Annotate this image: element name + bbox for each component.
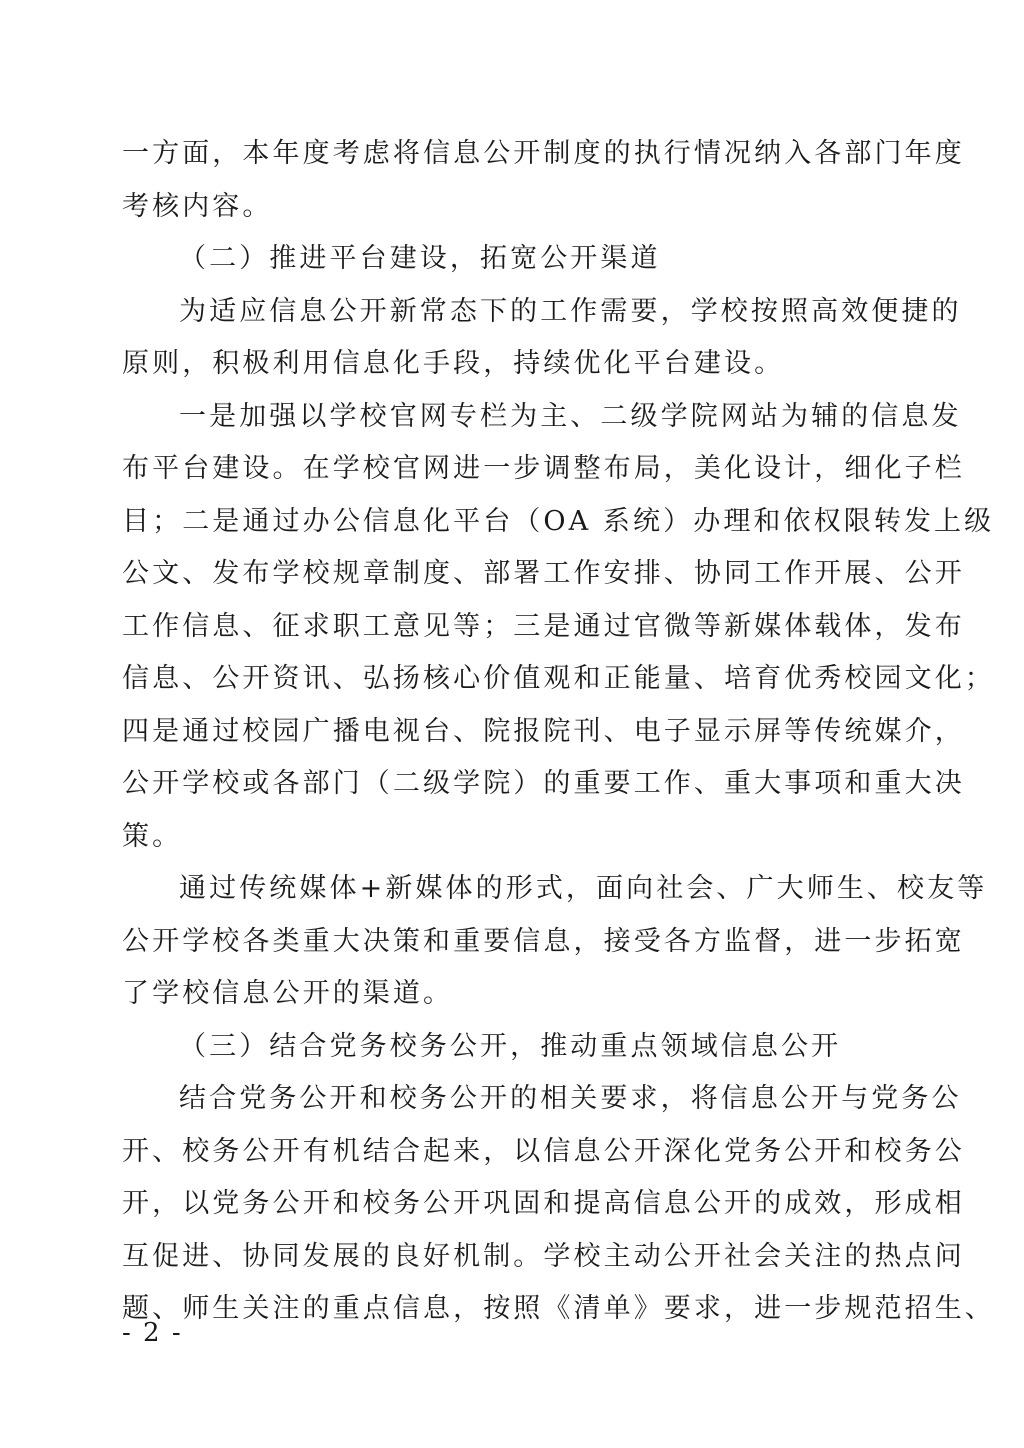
paragraph-line: 信息、公开资讯、弘扬核心价值观和正能量、培育优秀校园文化； bbox=[122, 663, 995, 694]
section-heading: （三）结合党务校务公开，推动重点领域信息公开 bbox=[179, 1030, 842, 1062]
paragraph-line: 了学校信息公开的渠道。 bbox=[122, 978, 454, 1009]
paragraph-line: 题、师生关注的重点信息，按照《清单》要求，进一步规范招生、 bbox=[122, 1293, 995, 1324]
paragraph-line: 结合党务公开和校务公开的相关要求，将信息公开与党务公 bbox=[179, 1083, 962, 1114]
paragraph-line: 互促进、协同发展的良好机制。学校主动公开社会关注的热点问 bbox=[122, 1240, 965, 1272]
paragraph-line: 一是加强以学校官网专栏为主、二级学院网站为辅的信息发 bbox=[179, 400, 962, 432]
paragraph-line: 公文、发布学校规章制度、部署工作安排、协同工作开展、公开 bbox=[122, 558, 965, 589]
section-heading: （二）推进平台建设，拓宽公开渠道 bbox=[179, 243, 661, 274]
paragraph-line: 布平台建设。在学校官网进一步调整布局，美化设计，细化子栏 bbox=[122, 453, 965, 484]
paragraph-line: 公开学校或各部门（二级学院）的重要工作、重大事项和重大决 bbox=[122, 768, 965, 799]
paragraph-line: 工作信息、征求职工意见等；三是通过官微等新媒体载体，发布 bbox=[122, 610, 965, 642]
paragraph-line: 公开学校各类重大决策和重要信息，接受各方监督，进一步拓宽 bbox=[122, 925, 965, 957]
paragraph-line: 目；二是通过办公信息化平台（OA 系统）办理和依权限转发上级 bbox=[122, 505, 995, 537]
paragraph-line: 四是通过校园广播电视台、院报院刊、电子显示屏等传统媒介， bbox=[122, 715, 965, 747]
paragraph-line: 开、校务公开有机结合起来，以信息公开深化党务公开和校务公 bbox=[122, 1135, 965, 1167]
page-number: - 2 - bbox=[122, 1318, 183, 1348]
paragraph-line: 一方面，本年度考虑将信息公开制度的执行情况纳入各部门年度 bbox=[122, 138, 965, 169]
paragraph-line: 考核内容。 bbox=[122, 190, 273, 222]
paragraph-line: 策。 bbox=[122, 820, 183, 852]
paragraph-line: 开，以党务公开和校务公开巩固和提高信息公开的成效，形成相 bbox=[122, 1188, 965, 1219]
document-body bbox=[122, 128, 995, 1336]
paragraph-line: 为适应信息公开新常态下的工作需要，学校按照高效便捷的 bbox=[179, 295, 962, 327]
paragraph-line: 原则，积极利用信息化手段，持续优化平台建设。 bbox=[122, 348, 785, 379]
paragraph-line: 通过传统媒体+新媒体的形式，面向社会、广大师生、校友等 bbox=[179, 873, 988, 904]
